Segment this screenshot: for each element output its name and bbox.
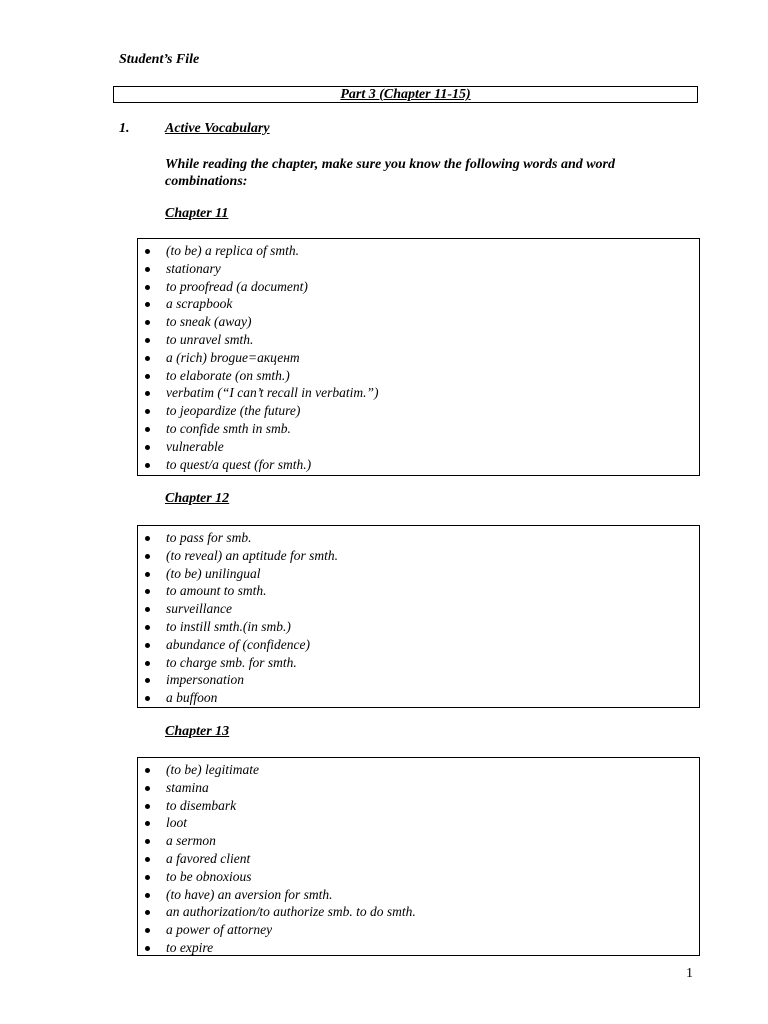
vocab-item: (to have) an aversion for smth. <box>138 886 699 904</box>
vocab-item: stamina <box>138 779 699 797</box>
vocab-item: to pass for smb. <box>138 529 699 547</box>
vocab-item: stationary <box>138 260 699 278</box>
vocab-item: a favored client <box>138 850 699 868</box>
section-title: Active Vocabulary <box>165 121 270 136</box>
vocab-item: a (rich) brogue=акцент <box>138 349 699 367</box>
vocab-item: verbatim (“I can’t recall in verbatim.”) <box>138 384 699 402</box>
vocab-item: (to be) legitimate <box>138 761 699 779</box>
vocab-item: (to be) unilingual <box>138 565 699 583</box>
vocab-item: a power of attorney <box>138 921 699 939</box>
vocab-item: to jeopardize (the future) <box>138 402 699 420</box>
part-title: Part 3 (Chapter 11-15) <box>340 87 471 102</box>
vocab-item: a sermon <box>138 832 699 850</box>
vocab-item: a scrapbook <box>138 295 699 313</box>
chapter-11-vocab-box <box>137 238 700 476</box>
page-number: 1 <box>686 966 693 981</box>
vocab-item: abundance of (confidence) <box>138 636 699 654</box>
vocab-item: to elaborate (on smth.) <box>138 367 699 385</box>
vocab-item: (to reveal) an aptitude for smth. <box>138 547 699 565</box>
vocab-item: vulnerable <box>138 438 699 456</box>
vocab-item: to disembark <box>138 797 699 815</box>
chapter-12-vocab-box <box>137 525 700 708</box>
document-header: Student’s File <box>119 52 200 67</box>
vocab-item: to be obnoxious <box>138 868 699 886</box>
vocab-item: surveillance <box>138 600 699 618</box>
vocab-item: loot <box>138 814 699 832</box>
chapter-11-title: Chapter 11 <box>165 206 229 221</box>
chapter-13-vocab-list <box>138 761 699 957</box>
vocab-item: to instill smth.(in smb.) <box>138 618 699 636</box>
vocab-item: an authorization/to authorize smb. to do smth. <box>138 903 699 921</box>
chapter-11-vocab-list <box>138 242 699 473</box>
vocab-item: to confide smth in smb. <box>138 420 699 438</box>
vocab-item: (to be) a replica of smth. <box>138 242 699 260</box>
vocab-item: to expire <box>138 939 699 957</box>
part-title-box <box>113 86 698 103</box>
vocab-item: to sneak (away) <box>138 313 699 331</box>
section-number: 1. <box>119 121 130 136</box>
vocab-item: to charge smb. for smth. <box>138 654 699 672</box>
vocab-item: impersonation <box>138 671 699 689</box>
vocab-item: to unravel smth. <box>138 331 699 349</box>
vocab-item: to proofread (a document) <box>138 278 699 296</box>
chapter-13-title: Chapter 13 <box>165 724 230 739</box>
chapter-12-title: Chapter 12 <box>165 491 230 506</box>
vocab-item: to amount to smth. <box>138 582 699 600</box>
vocab-item: a buffoon <box>138 689 699 707</box>
chapter-12-vocab-list <box>138 529 699 707</box>
vocab-item: to quest/a quest (for smth.) <box>138 456 699 474</box>
chapter-13-vocab-box <box>137 757 700 956</box>
instruction-text: While reading the chapter, make sure you know the following words and word combinations: <box>165 157 616 189</box>
